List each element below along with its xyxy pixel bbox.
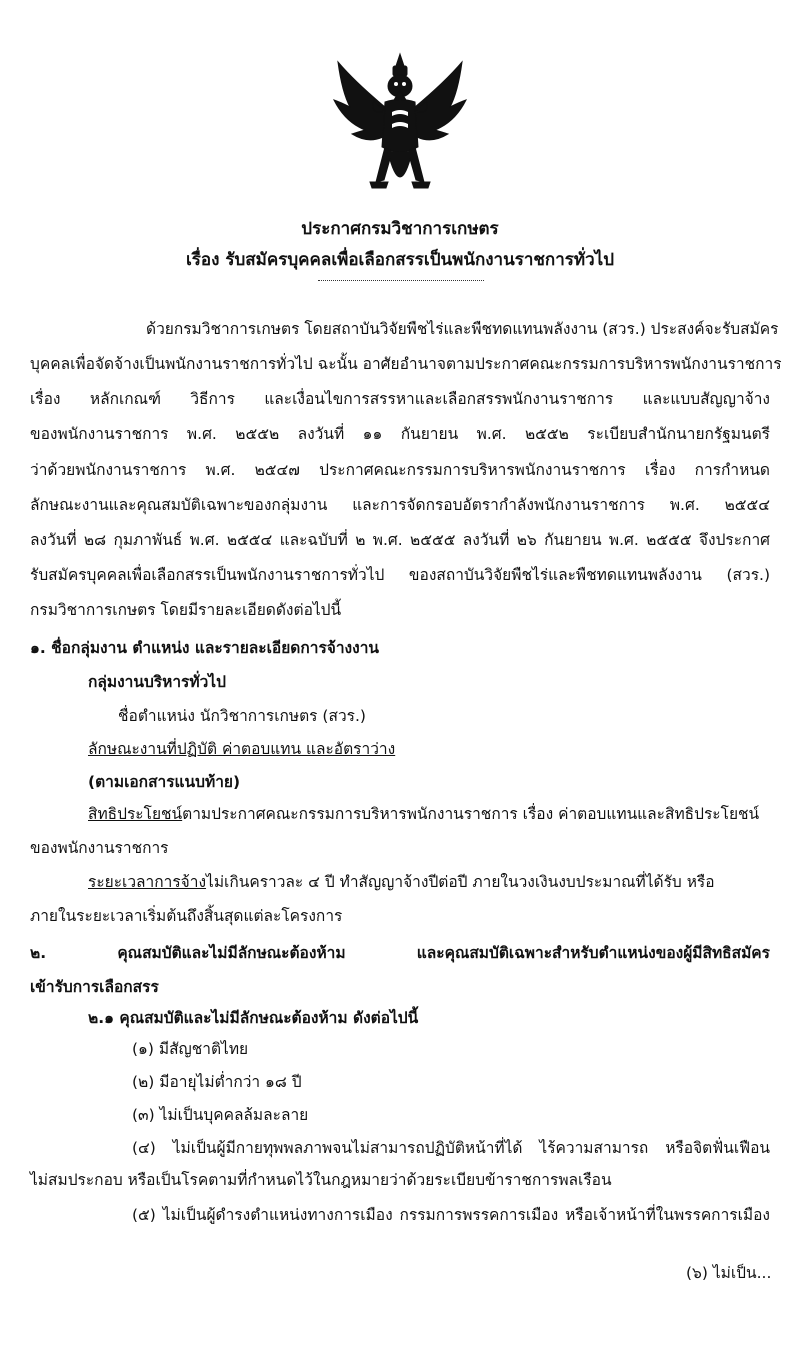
section-2-heading-cont: เข้ารับการเลือกสรร: [30, 978, 159, 996]
term-line: [88, 872, 770, 892]
benefits-continuation: ของพนักงานราชการ: [30, 839, 169, 857]
intro-line-1: ด้วยกรมวิชาการเกษตร โดยสถาบันวิจัยพืชไร่และพืชทดแทนพลังงาน (สวร.) ประสงค์จะรับสมัคร: [146, 320, 779, 338]
benefits-label: สิทธิประโยชน์: [88, 805, 183, 823]
document-title: ประกาศกรมวิชาการเกษตร: [301, 219, 499, 239]
term-label: ระยะเวลาการจ้าง: [88, 873, 207, 891]
criteria-item-1: (๑) มีสัญชาติไทย: [132, 1040, 249, 1058]
work-group: กลุ่มงานบริหารทั่วไป: [88, 673, 226, 691]
intro-line-7: ลงวันที่ ๒๘ กุมภาพันธ์ พ.ศ. ๒๕๕๔ และฉบับที่ ๒ พ.ศ. ๒๕๕๕ ลงวันที่ ๒๖ กันยายน พ.ศ. ๒๕๕๕ จึงประกาศ: [30, 531, 770, 549]
intro-line-6: ลักษณะงานและคุณสมบัติเฉพาะของกลุ่มงาน และการจัดกรอบอัตรากำลังพนักงานราชการ พ.ศ. ๒๕๕๔: [30, 496, 770, 514]
criteria-item-2: (๒) มีอายุไม่ต่ำกว่า ๑๘ ปี: [132, 1073, 302, 1091]
criteria-item-3: (๓) ไม่เป็นบุคคลล้มละลาย: [132, 1106, 309, 1124]
title-divider: [318, 280, 484, 281]
criteria-item-4: (๔) ไม่เป็นผู้มีกายทุพพลภาพจนไม่สามารถปฏิบัติหน้าที่ได้ ไร้ความสามารถ หรือจิตฟั่นเฟือน: [132, 1139, 770, 1157]
attachment-note: (ตามเอกสารแนบท้าย): [88, 773, 241, 791]
position-name: ชื่อตำแหน่ง นักวิชาการเกษตร (สวร.): [118, 707, 366, 725]
document-subject: เรื่อง รับสมัครบุคคลเพื่อเลือกสรรเป็นพนักงานราชการทั่วไป: [185, 250, 614, 270]
garuda-emblem-icon: [330, 52, 470, 202]
intro-line-5: ว่าด้วยพนักงานราชการ พ.ศ. ๒๕๔๗ ประกาศคณะกรรมการบริหารพนักงานราชการ เรื่อง การกำหนด: [30, 461, 770, 479]
term-continuation: ภายในระยะเวลาเริ่มต้นถึงสิ้นสุดแต่ละโครงการ: [30, 907, 343, 925]
intro-line-3: เรื่อง หลักเกณฑ์ วิธีการ และเงื่อนไขการสรรหาและเลือกสรรพนักงานราชการ และแบบสัญญาจ้าง: [30, 390, 770, 408]
intro-line-4: ของพนักงานราชการ พ.ศ. ๒๕๕๒ ลงวันที่ ๑๑ กันยายน พ.ศ. ๒๕๕๒ ระเบียบสำนักนายกรัฐมนตรี: [30, 425, 770, 443]
term-text: ไม่เกินคราวละ ๔ ปี ทำสัญญาจ้างปีต่อปี ภายในวงเงินงบประมาณที่ได้รับ หรือ: [206, 873, 715, 891]
intro-line-2: บุคคลเพื่อจัดจ้างเป็นพนักงานราชการทั่วไป ฉะนั้น อาศัยอำนาจตามประกาศคณะกรรมการบริหารพนักงานราชการ: [30, 355, 782, 373]
section-2-1-heading: ๒.๑ คุณสมบัติและไม่มีลักษณะต้องห้าม ดังต่อไปนี้: [88, 1009, 419, 1027]
continuation-note: (๖) ไม่เป็น...: [686, 1264, 772, 1282]
criteria-item-4-cont: ไม่สมประกอบ หรือเป็นโรคตามที่กำหนดไว้ในกฎหมายว่าด้วยระเบียบข้าราชการพลเรือน: [30, 1171, 612, 1189]
section-1-heading: ๑. ชื่อกลุ่มงาน ตำแหน่ง และรายละเอียดการจ้างงาน: [30, 639, 379, 657]
criteria-item-5: (๕) ไม่เป็นผู้ดำรงตำแหน่งทางการเมือง กรรมการพรรคการเมือง หรือเจ้าหน้าที่ในพรรคการเมือง: [132, 1206, 770, 1224]
benefits-line: [88, 804, 770, 824]
benefits-text: ตามประกาศคณะกรรมการบริหารพนักงานราชการ เรื่อง ค่าตอบแทนและสิทธิประโยชน์: [182, 805, 760, 823]
intro-line-8: รับสมัครบุคคลเพื่อเลือกสรรเป็นพนักงานราชการทั่วไป ของสถาบันวิจัยพืชไร่และพืชทดแทนพลังงาน (สวร.): [30, 566, 770, 584]
duties-label: ลักษณะงานที่ปฏิบัติ ค่าตอบแทน และอัตราว่าง: [88, 740, 396, 758]
intro-line-9: กรมวิชาการเกษตร โดยมีรายละเอียดดังต่อไปนี้: [30, 601, 342, 619]
section-2-heading: ๒. คุณสมบัติและไม่มีลักษณะต้องห้าม และคุณสมบัติเฉพาะสำหรับตำแหน่งของผู้มีสิทธิสมัคร: [30, 944, 770, 962]
